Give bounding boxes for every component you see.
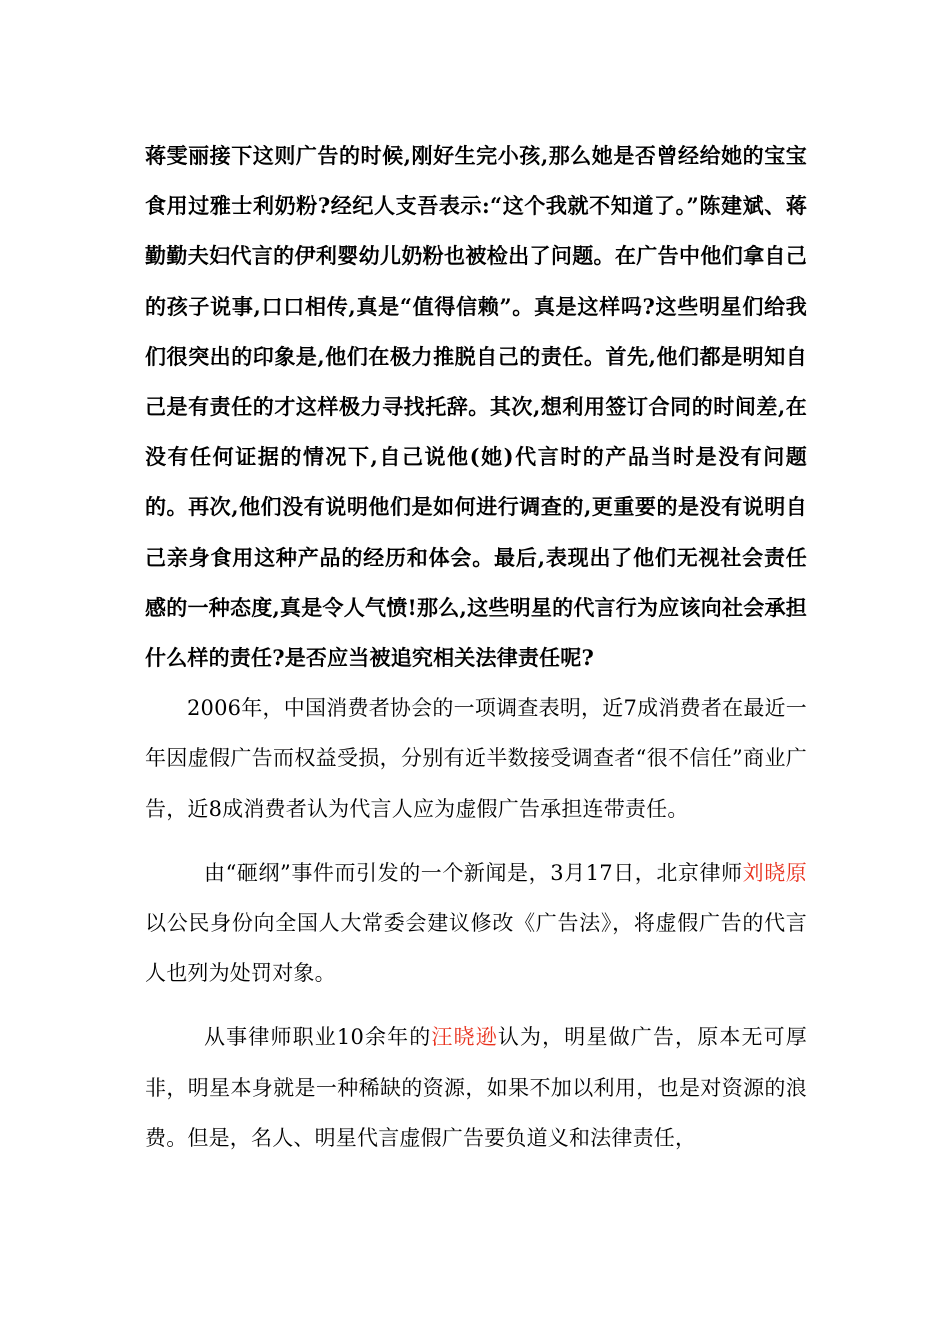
highlighted-name-wang-xiaoxun: 汪晓逊 <box>431 1025 498 1050</box>
paragraph-2: 2006年，中国消费者协会的一项调查表明，近7成消费者在最近一年因虚假广告而权益受损，分别有近半数接受调查者“很不信任”商业广告，近8成消费者认为代言人应为虚假广告承担连带责任。 <box>145 696 807 821</box>
paragraph-3-text-before: 由“砸纲”事件而引发的一个新闻是，3月17日，北京律师 <box>204 860 743 885</box>
paragraph-1: 蒋雯丽接下这则广告的时候,刚好生完小孩,那么她是否曾经给她的宝宝食用过雅士利奶粉?经纪人支吾表示:“这个我就不知道了。”陈建斌、蒋勤勤夫妇代言的伊利婴幼儿奶粉也被检出了问题。在广告中他们拿自己的孩子说事,口口相传,真是“值得信赖”。真是这样吗?这些明星们给我们很突出的印象是,他们在极力推脱自己的责任。首先,他们都是明知自己是有责任的才这样极力寻找托辞。其次,想利用签订合同的时间差,在没有任何证据的情况下,自己说他(她)代言时的产品当时是没有问题的。再次,他们没有说明他们是如何进行调查的,更重要的是没有说明自己亲身食用这种产品的经历和体会。最后,表现出了他们无视社会责任感的一种态度,真是令人气愤!那么,这些明星的代言行为应该向社会承担什么样的责任?是否应当被追究相关法律责任呢? <box>145 143 807 671</box>
paragraph-4 <box>145 1012 807 1163</box>
paragraph-4-text-after: 认为，明星做广告，原本无可厚非，明星本身就是一种稀缺的资源，如果不加以利用，也是对资源的浪费。但是，名人、明星代言虚假广告要负道义和法律责任， <box>145 1025 807 1150</box>
paragraph-3-text-after: 以公民身份向全国人大常委会建议修改《广告法》，将虚假广告的代言人也列为处罚对象。 <box>145 911 807 986</box>
document-body <box>145 131 807 1163</box>
highlighted-name-liu-xiaoyuan: 刘晓原 <box>742 860 808 885</box>
paragraph-3 <box>145 848 807 999</box>
paragraph-4-text-before: 从事律师职业10余年的 <box>204 1025 432 1050</box>
